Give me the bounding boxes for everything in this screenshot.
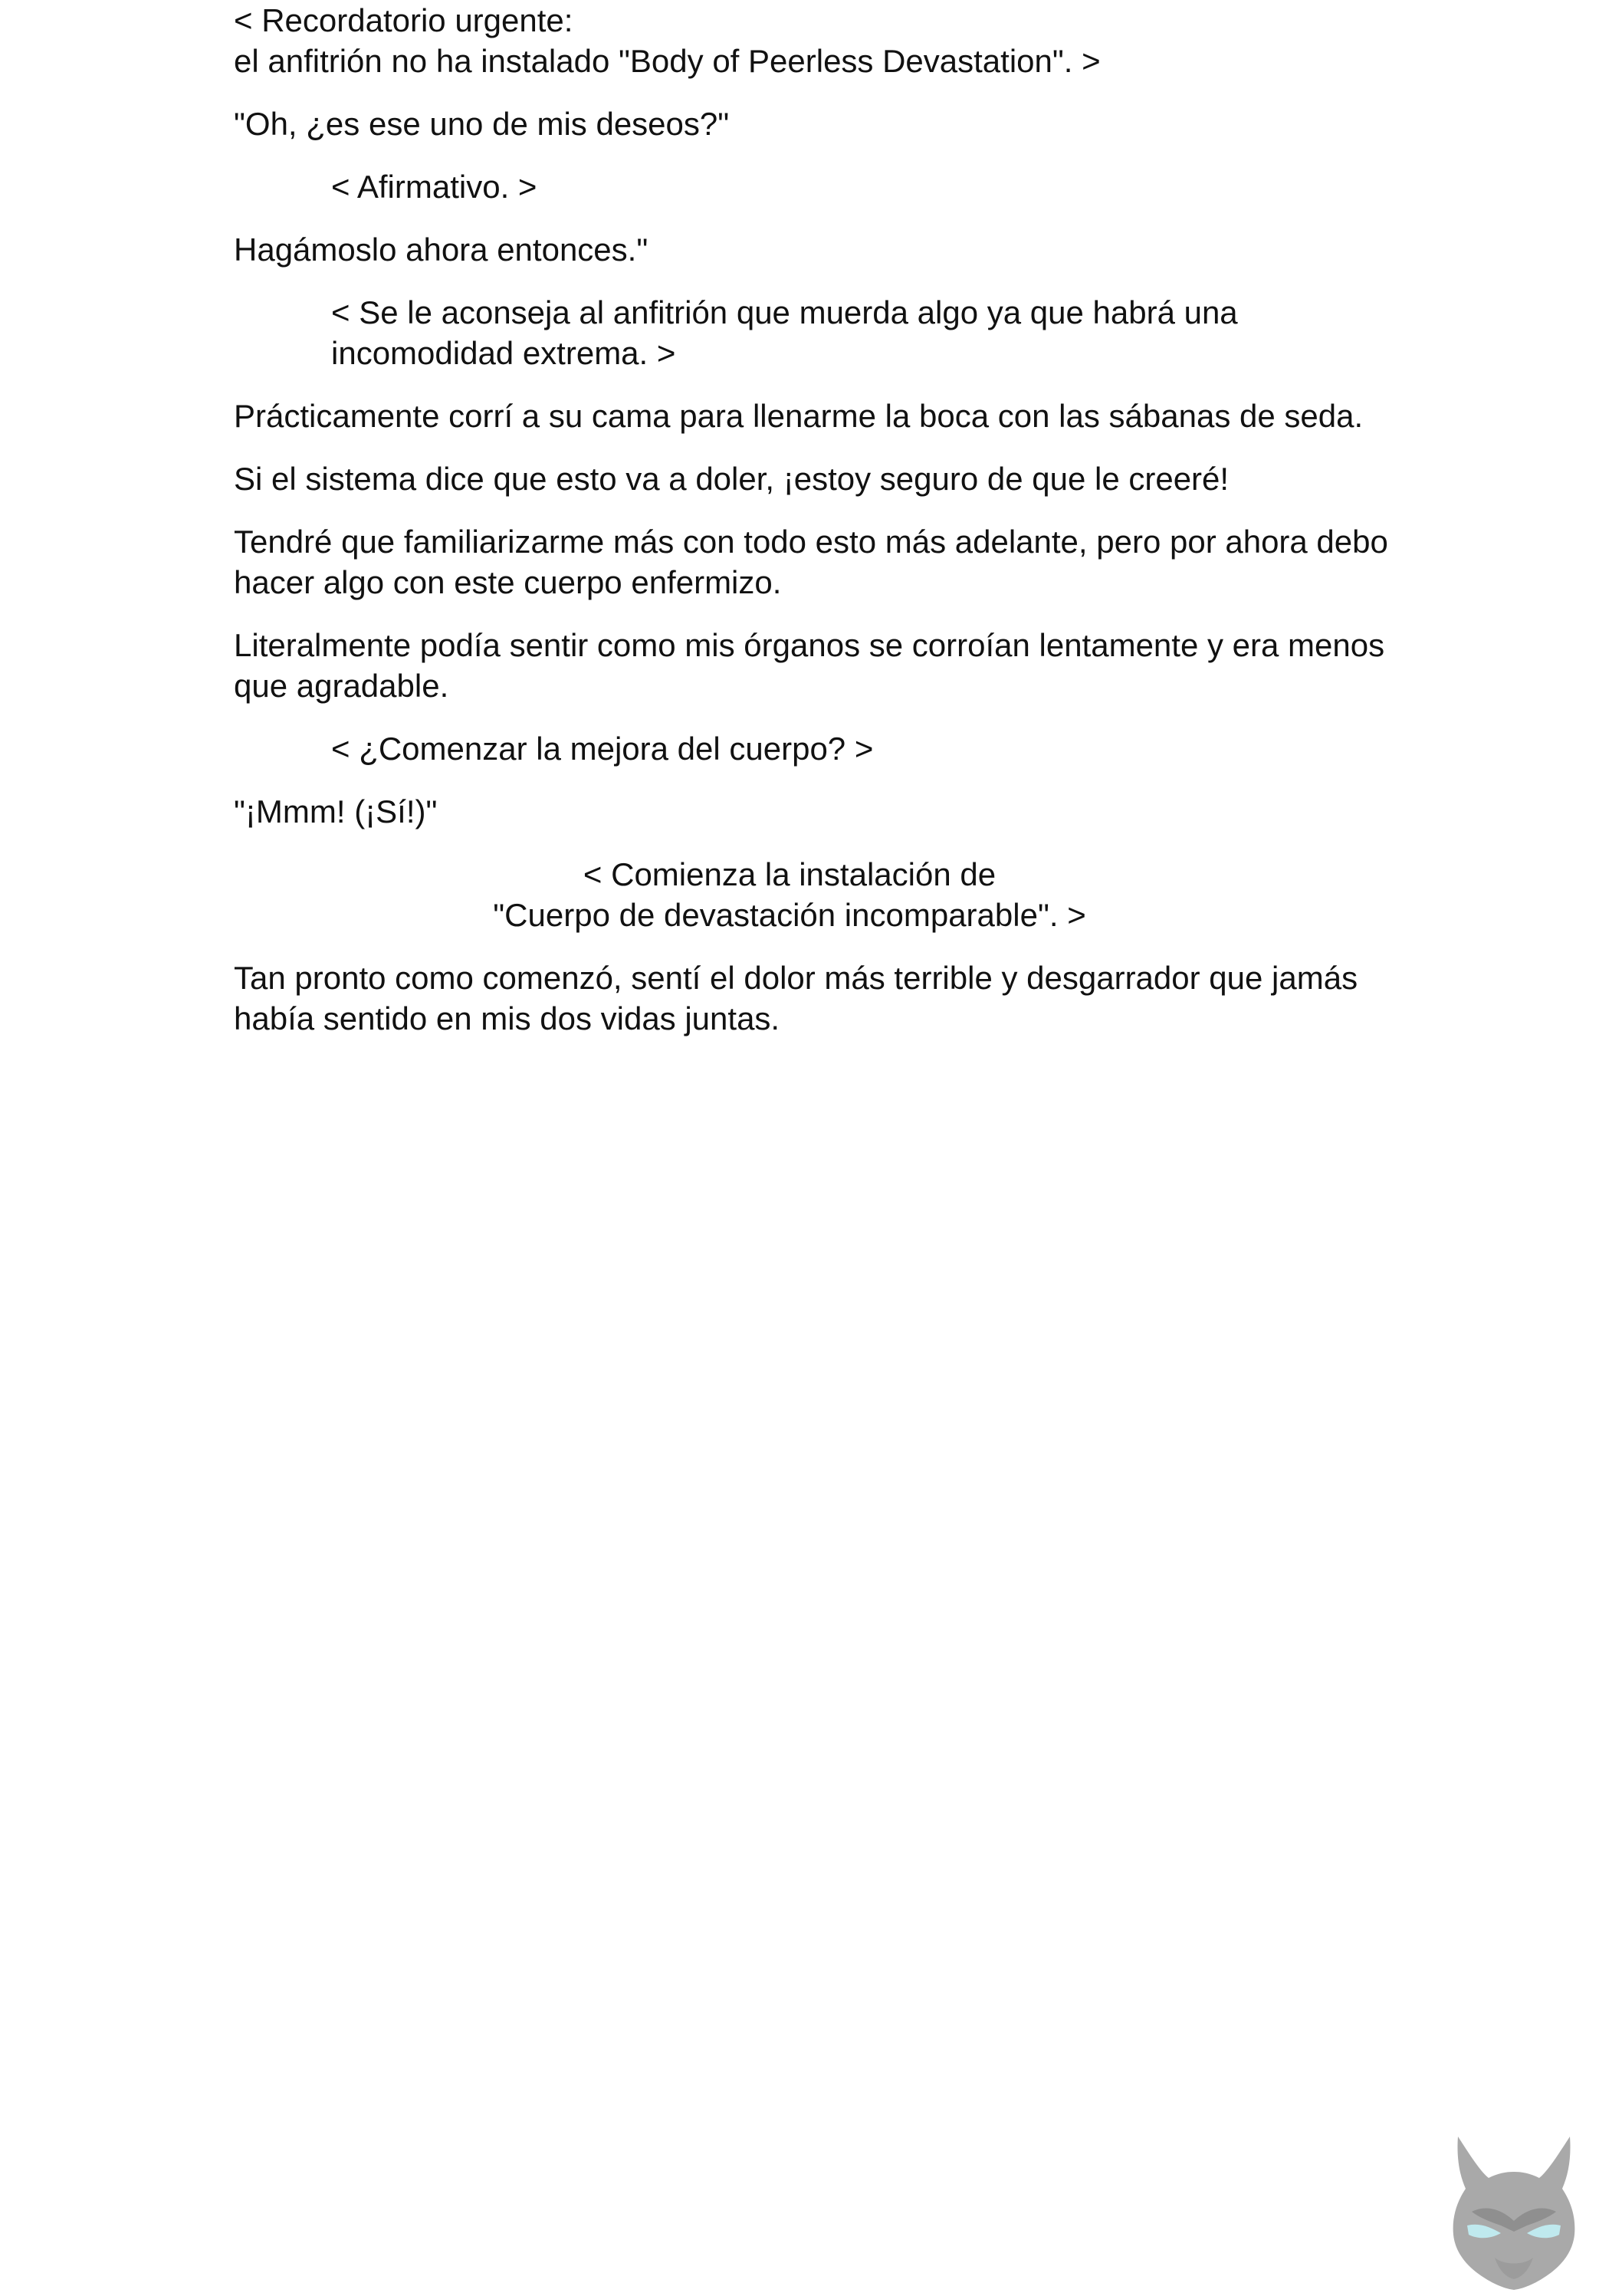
text-line: había sentido en mis dos vidas juntas. [234,1000,780,1036]
text-line: < ¿Comenzar la mejora del cuerpo? > [331,731,874,767]
text-line: Tan pronto como comenzó, sentí el dolor más terrible y desgarrador que jamás [234,960,1358,996]
system-message [234,728,1399,769]
text-line: Prácticamente corrí a su cama para llenarme la boca con las sábanas de seda. [234,398,1364,434]
demon-head-icon [1441,2127,1587,2292]
paragraph [234,396,1399,436]
text-line: Tendré que familiarizarme más con todo esto más adelante, pero por ahora debo [234,524,1388,560]
text-line: Hagámoslo ahora entonces." [234,232,648,268]
text-line: "Oh, ¿es ese uno de mis deseos?" [234,106,730,142]
text-line: < Afirmativo. > [331,169,537,205]
system-message [234,166,1399,207]
text-line: Si el sistema dice que esto va a doler, ¡estoy seguro de que le creeré! [234,461,1230,497]
text-line: < Se le aconseja al anfitrión que muerda algo ya que habrá una [331,294,1238,330]
text-line: < Comienza la instalación de [583,856,997,892]
text-line: incomodidad extrema. > [331,335,676,371]
text-line: hacer algo con este cuerpo enfermizo. [234,564,782,600]
paragraph [234,625,1399,706]
text-line: "¡Mmm! (¡Sí!)" [234,793,438,829]
text-line: Literalmente podía sentir como mis órganos se corroían lentamente y era menos [234,627,1385,663]
paragraph [234,229,1399,270]
text-line: "Cuerpo de devastación incomparable". > [493,897,1086,933]
paragraph [234,791,1399,832]
watermark-logo [1441,2127,1587,2292]
paragraph [234,0,1399,81]
text-line: que agradable. [234,668,449,704]
system-message [234,292,1399,373]
system-message-centered [234,854,1345,935]
paragraph [234,521,1399,603]
text-line: el anfitrión no ha instalado "Body of Peerless Devastation". > [234,43,1101,79]
text-line: < Recordatorio urgente: [234,2,573,38]
text-body [234,0,1399,1061]
paragraph [234,957,1399,1039]
paragraph [234,103,1399,144]
paragraph [234,458,1399,499]
